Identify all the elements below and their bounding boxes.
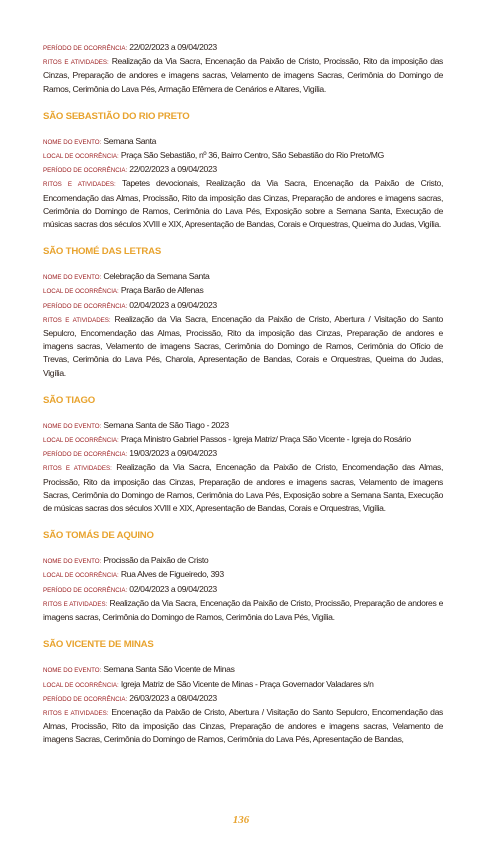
top-ritos <box>43 55 443 96</box>
ritos-label: RITOS E ATIVIDADES: <box>43 709 109 717</box>
city-heading: SÃO TOMÁS DE AQUINO <box>43 530 154 542</box>
local-row <box>43 568 443 582</box>
nome-value: Celebração da Semana Santa <box>103 271 210 282</box>
local-label: LOCAL DE OCORRÊNCIA: <box>43 572 119 580</box>
periodo-value: 02/04/2023 a 09/04/2023 <box>129 583 217 594</box>
local-value: Praça Ministro Gabriel Passos - Igreja Matriz/ Praça São Vicente - Igreja do Rosário <box>120 434 411 445</box>
nome-label: NOME DO EVENTO: <box>43 422 102 430</box>
ritos-label: RITOS E ATIVIDADES: <box>43 59 109 67</box>
periodo-label: PERÍODO DE OCORRÊNCIA: <box>43 302 128 310</box>
section-sao-tiago <box>43 394 443 515</box>
nome-row <box>43 270 443 284</box>
periodo-value: 22/02/2023 a 09/04/2023 <box>129 164 217 175</box>
nome-label: NOME DO EVENTO: <box>43 558 102 566</box>
city-heading: SÃO SEBASTIÃO DO RIO PRETO <box>43 110 190 122</box>
local-value: Igreja Matriz de São Vicente de Minas - Praça Governador Valadares s/n <box>120 678 374 689</box>
section-sao-vicente <box>43 638 443 746</box>
local-label: LOCAL DE OCORRÊNCIA: <box>43 288 119 296</box>
ritos-value: Realização da Via Sacra, Encenação da Paixão de Cristo, Encomendação das Almas, Procissão, Rito da imposição das Cinzas, Preparação de andores e imagens sacras, Velamento de imagens Sacras, Cerimônia do Domingo de Ramos, Cerimônia do Lava Pés, Exposição sobre a Semana Santa, Execução de músicas sacras dos séculos XVIII e XIX, Apresentação de Bandas, Corais e Orquestras, Vigília. <box>43 462 443 514</box>
ritos-label: RITOS E ATIVIDADES: <box>43 316 111 324</box>
periodo-label: PERÍODO DE OCORRÊNCIA: <box>43 451 128 459</box>
local-row <box>43 149 443 163</box>
nome-value: Semana Santa São Vicente de Minas <box>103 664 235 675</box>
page-number: 136 <box>232 814 250 826</box>
nome-row <box>43 663 443 677</box>
ritos-label: RITOS E ATIVIDADES: <box>43 600 108 608</box>
nome-value: Procissão da Paixão de Cristo <box>103 555 209 566</box>
ritos-row <box>43 461 443 515</box>
periodo-label: PERÍODO DE OCORRÊNCIA: <box>43 167 128 175</box>
ritos-value: Realização da Via Sacra, Encenação da Paixão de Cristo, Procissão, Preparação de andores e imagens sacras, Cerimônia do Domingo de Ramos, Cerimônia do Lava Pés, Vigília. <box>43 597 443 623</box>
ritos-row <box>43 706 443 747</box>
local-label: LOCAL DE OCORRÊNCIA: <box>43 437 119 445</box>
periodo-value: 02/04/2023 a 09/04/2023 <box>129 299 217 310</box>
local-value: Praça São Sebastião, nº 36, Bairro Centro, São Sebastião do Rio Preto/MG <box>120 150 384 161</box>
local-row <box>43 678 443 692</box>
ritos-label: RITOS E ATIVIDADES: <box>43 181 116 189</box>
nome-label: NOME DO EVENTO: <box>43 274 102 282</box>
periodo-label: PERÍODO DE OCORRÊNCIA: <box>43 586 128 594</box>
local-value: Rua Alves de Figueiredo, 393 <box>120 569 224 580</box>
ritos-row <box>43 597 443 624</box>
city-heading: SÃO VICENTE DE MINAS <box>43 639 154 651</box>
periodo-row <box>43 299 443 313</box>
local-row <box>43 433 443 447</box>
city-heading: SÃO TIAGO <box>43 394 96 406</box>
periodo-label: PERÍODO DE OCORRÊNCIA: <box>43 695 128 703</box>
local-value: Praça Barão de Alfenas <box>120 285 204 296</box>
ritos-row <box>43 177 443 231</box>
ritos-value: Encenação da Paixão de Cristo, Abertura / Visitação do Santo Sepulcro, Encomendação das Almas, Procissão, Rito da imposição das Cinzas, Preparação de andores e imagens sacras, Velamento de imagens Sacras, Cerimônia do Domingo de Ramos, Cerimônia do Lava Pés, Apresentação de Bandas, <box>43 706 443 745</box>
nome-row <box>43 135 443 149</box>
document-body <box>43 41 443 747</box>
top-periodo <box>43 41 443 55</box>
city-heading: SÃO THOMÉ DAS LETRAS <box>43 246 162 258</box>
nome-label: NOME DO EVENTO: <box>43 667 102 675</box>
ritos-label: RITOS E ATIVIDADES: <box>43 465 112 473</box>
section-sao-sebastiao <box>43 110 443 231</box>
local-label: LOCAL DE OCORRÊNCIA: <box>43 681 119 689</box>
local-row <box>43 284 443 298</box>
nome-label: NOME DO EVENTO: <box>43 138 102 146</box>
ritos-row <box>43 313 443 380</box>
nome-value: Semana Santa <box>103 135 157 146</box>
periodo-label: PERÍODO DE OCORRÊNCIA: <box>43 45 128 52</box>
periodo-row <box>43 163 443 177</box>
nome-row <box>43 554 443 568</box>
periodo-row <box>43 692 443 706</box>
periodo-row <box>43 447 443 461</box>
ritos-value: Realização da Via Sacra, Encenação da Paixão de Cristo, Abertura / Visitação do Santo Sepulcro, Encomendação das Almas, Procissão, Rito da imposição das Cinzas, Preparação de andores e imagens sacras, Velamento de imagens Sacras, Cerimônia do Domingo de Ramos, Cerimônia do Ofício de Trevas, Cerimônia do Lava Pés, Charola, Apresentação de Bandas, Corais e Orquestras, Queima do Judas, Vigília. <box>43 313 443 378</box>
periodo-row <box>43 583 443 597</box>
nome-row <box>43 419 443 433</box>
periodo-value: 26/03/2023 a 08/04/2023 <box>129 692 217 703</box>
ritos-value: Realização da Via Sacra, Encenação da Paixão de Cristo, Procissão, Rito da imposição das Cinzas, Preparação de andores e imagens sacras, Velamento de imagens Sacras, Cerimônia do Domingo de Ramos, Cerimônia do Lava Pés, Armação Efêmera de Cenários e Altares, Vigília. <box>43 56 443 94</box>
periodo-value: 19/03/2023 a 09/04/2023 <box>129 448 217 459</box>
local-label: LOCAL DE OCORRÊNCIA: <box>43 153 119 161</box>
section-sao-thome <box>43 245 443 380</box>
ritos-value: Tapetes devocionais, Realização da Via Sacra, Encenação da Paixão de Cristo, Encomendação das Almas, Procissão, Rito da imposição das Cinzas, Preparação de andores e imagens sacras, Cerimônia do Domingo de Ramos, Cerimônia do Lava Pés, Exposição sobre a Semana Santa, Execução de músicas sacras dos séculos XVIII e XIX, Apresentação de Bandas, Corais e Orquestras, Queima do Judas, Vigília. <box>43 178 443 230</box>
periodo-value: 22/02/2023 a 09/04/2023 <box>129 42 217 52</box>
section-sao-tomas <box>43 529 443 624</box>
nome-value: Semana Santa de São Tiago - 2023 <box>103 419 229 430</box>
